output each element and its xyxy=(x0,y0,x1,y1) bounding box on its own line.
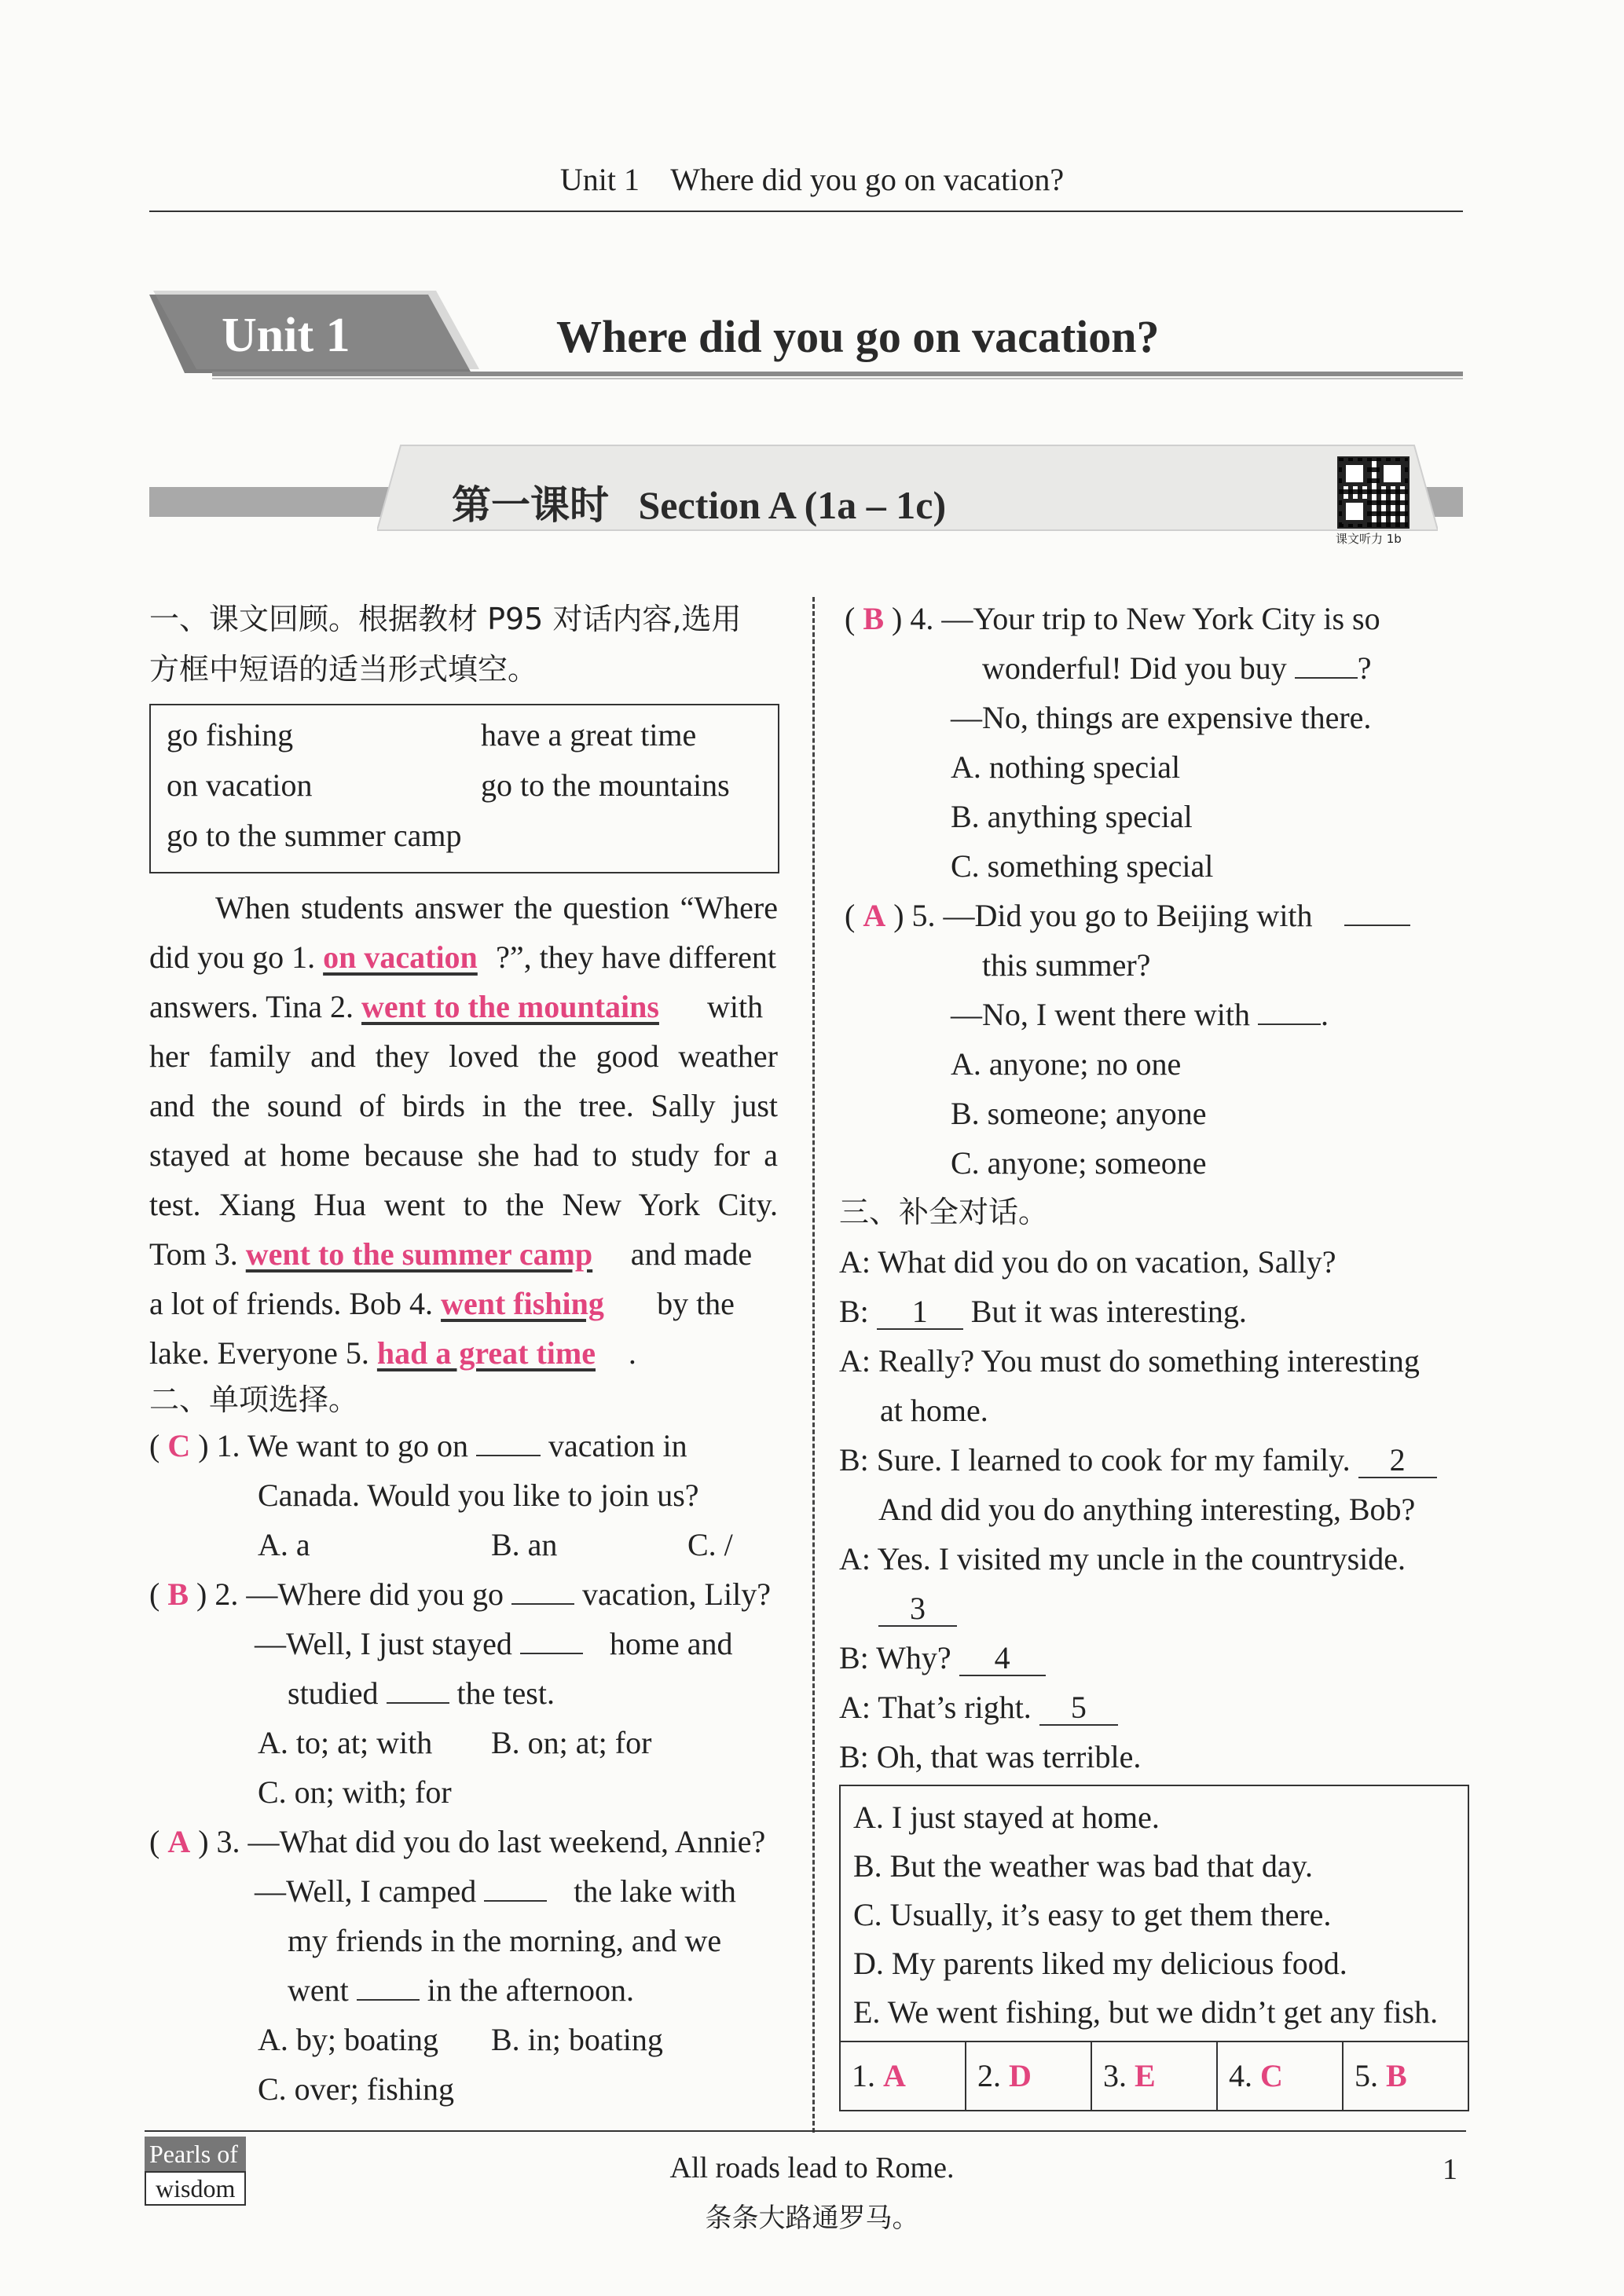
answer-1: on vacation xyxy=(323,939,478,975)
q2-answer: B xyxy=(167,1576,189,1612)
answer-5: had a great time xyxy=(376,1335,596,1371)
blank xyxy=(520,1629,583,1654)
q1-option-a: A. a xyxy=(258,1527,310,1562)
unit-label: Unit 1 xyxy=(222,309,350,362)
answer-cell: 4. C xyxy=(1218,2042,1344,2111)
dialogue-line: A: Yes. I visited my uncle in the countryside. xyxy=(839,1541,1406,1576)
phrase-item: go to the mountains xyxy=(481,767,730,803)
choice-item: B. But the weather was bad that day. xyxy=(853,1848,1314,1884)
answer-cell: 5. B xyxy=(1355,2058,1407,2093)
q5-option-a: A. anyone; no one xyxy=(951,1046,1182,1082)
question-3-line: —Well, I camped the lake with xyxy=(255,1873,736,1909)
question-4: ( B ) 4. —Your trip to New York City is so xyxy=(845,601,1380,636)
q2-option-c: C. on; with; for xyxy=(258,1774,452,1810)
page-number: 1 xyxy=(1443,2153,1457,2186)
part1-heading xyxy=(149,594,782,694)
phrase-item: go to the summer camp xyxy=(167,818,462,853)
choice-item: D. My parents liked my delicious food. xyxy=(853,1946,1347,1981)
question-1-line: Canada. Would you like to join us? xyxy=(258,1478,699,1513)
dialogue-blank-1: 1 xyxy=(877,1295,963,1330)
blank xyxy=(476,1431,541,1456)
blank xyxy=(387,1679,449,1704)
q1-option-c: C. / xyxy=(687,1527,733,1562)
answer-cell: 2. D xyxy=(966,2042,1092,2111)
unit-title: Where did you go on vacation? xyxy=(556,311,1160,362)
question-2-line: studied the test. xyxy=(288,1675,555,1711)
choice-item: A. I just stayed at home. xyxy=(853,1800,1160,1835)
q5-option-b: B. someone; anyone xyxy=(951,1096,1207,1131)
question-2-line: —Well, I just stayed home and xyxy=(255,1626,733,1661)
q4-option-b: B. anything special xyxy=(951,799,1193,834)
choice-item: C. Usually, it’s easy to get them there. xyxy=(853,1897,1332,1932)
choice-item: E. We went fishing, but we didn’t get any fish. xyxy=(853,1994,1439,2030)
answer-cell: 3. E xyxy=(1092,2042,1218,2111)
q1-answer: C xyxy=(167,1428,191,1463)
phrase-box xyxy=(149,704,779,873)
proverb-english: All roads lead to Rome. xyxy=(669,2151,955,2184)
question-4-line: wonderful! Did you buy ? xyxy=(982,650,1372,686)
lesson-banner xyxy=(149,444,1463,546)
badge-line-1: Pearls of xyxy=(145,2137,246,2171)
dialogue-line: A: Really? You must do something interesting xyxy=(839,1343,1420,1379)
question-5-line: this summer? xyxy=(982,947,1151,983)
blank xyxy=(1258,1000,1321,1025)
question-2: ( B ) 2. —Where did you go vacation, Lily? xyxy=(149,1576,771,1612)
running-header: Unit 1 Where did you go on vacation? xyxy=(559,162,1065,197)
dialogue-line: at home. xyxy=(880,1393,988,1428)
answer-row xyxy=(841,2041,1468,2111)
header-rule xyxy=(149,211,1463,212)
passage-line: lake. Everyone 5. had a great time . xyxy=(149,1328,778,1378)
blank xyxy=(484,1877,547,1902)
dialogue-line: A: What did you do on vacation, Sally? xyxy=(839,1244,1336,1280)
passage-line: stayed at home because she had to study for a xyxy=(149,1137,778,1173)
answer-cell: 1. A xyxy=(841,2042,966,2111)
passage-line: Tom 3. went to the summer camp and made xyxy=(149,1229,778,1279)
q5-option-c: C. anyone; someone xyxy=(951,1145,1207,1181)
dialogue-blank-2: 2 xyxy=(1358,1444,1437,1478)
unit-banner xyxy=(149,291,1463,389)
q4-answer: B xyxy=(863,601,885,636)
passage xyxy=(149,883,778,1378)
dialogue-blank-5: 5 xyxy=(1039,1691,1118,1726)
footer-rule xyxy=(145,2130,1466,2132)
phrase-item: have a great time xyxy=(481,717,697,753)
question-1: ( C ) 1. We want to go on vacation in xyxy=(149,1428,687,1463)
dialogue-line: B: 1 But it was interesting. xyxy=(839,1294,1247,1329)
part1-heading-line1: 一、课文回顾。根据教材 P95 对话内容,选用 xyxy=(149,602,742,636)
passage-line: her family and they loved the good weather xyxy=(149,1038,778,1074)
blank xyxy=(1344,901,1410,926)
question-5-line: —No, I went there with . xyxy=(951,997,1329,1032)
dialogue-line: B: Sure. I learned to cook for my family. 2 xyxy=(839,1435,1437,1485)
passage-line: test. Xiang Hua went to the New York City. xyxy=(149,1187,778,1222)
part2-heading: 二、单项选择。 xyxy=(149,1382,359,1417)
dialogue-blank-4: 4 xyxy=(959,1642,1046,1676)
qr-code-icon[interactable] xyxy=(1337,456,1410,529)
answer-3: went to the summer camp xyxy=(245,1236,593,1272)
proverb-chinese: 条条大路通罗马。 xyxy=(705,2203,919,2234)
q3-option-b: B. in; boating xyxy=(491,2022,663,2057)
dialogue-blank-3: 3 xyxy=(878,1592,957,1627)
part1-heading-line2: 方框中短语的适当形式填空。 xyxy=(149,652,538,687)
blank xyxy=(1295,654,1358,679)
passage-line: answers. Tina 2. went to the mountains with xyxy=(149,982,778,1031)
q5-answer: A xyxy=(863,898,886,933)
badge-line-2: wisdom xyxy=(145,2171,246,2206)
question-4-line: —No, things are expensive there. xyxy=(951,700,1372,735)
dialogue-line: A: That’s right. 5 xyxy=(839,1683,1118,1732)
dialogue-line: B: Oh, that was terrible. xyxy=(839,1739,1142,1774)
qr-caption: 课文听力 1b xyxy=(1336,532,1402,546)
passage-line: When students answer the question “Where xyxy=(215,890,778,925)
dialogue-line: B: Why? 4 xyxy=(839,1633,1046,1683)
q3-option-a: A. by; boating xyxy=(258,2022,438,2057)
column-divider xyxy=(812,597,815,2133)
passage-line: and the sound of birds in the tree. Sally just xyxy=(149,1088,778,1123)
phrase-item: on vacation xyxy=(167,767,313,803)
lesson-title: 第一课时 Section A (1a – 1c) xyxy=(452,483,947,527)
question-3-line: my friends in the morning, and we xyxy=(288,1923,722,1958)
dialogue-line: And did you do anything interesting, Bob? xyxy=(878,1492,1416,1527)
q1-option-b: B. an xyxy=(491,1527,558,1562)
question-5: ( A ) 5. —Did you go to Beijing with xyxy=(845,891,1410,940)
phrase-item: go fishing xyxy=(167,717,294,753)
question-3: ( A ) 3. —What did you do last weekend, Annie? xyxy=(149,1824,766,1859)
blank xyxy=(511,1580,574,1605)
answer-4: went fishing xyxy=(441,1286,604,1321)
q4-option-a: A. nothing special xyxy=(951,749,1181,785)
passage-line: did you go 1. on vacation ?”, they have different xyxy=(149,932,778,982)
q3-answer: A xyxy=(167,1824,191,1859)
q2-option-b: B. on; at; for xyxy=(491,1725,652,1760)
q2-option-a: A. to; at; with xyxy=(258,1725,433,1760)
q3-option-c: C. over; fishing xyxy=(258,2071,454,2107)
dialogue-line xyxy=(878,1584,957,1633)
question-3-line: went in the afternoon. xyxy=(288,1972,635,2008)
passage-line: a lot of friends. Bob 4. went fishing by the xyxy=(149,1279,778,1328)
answer-2: went to the mountains xyxy=(361,989,659,1024)
choice-box xyxy=(839,1785,1469,2111)
blank xyxy=(357,1976,420,2001)
part3-heading: 三、补全对话。 xyxy=(839,1195,1049,1229)
q4-option-c: C. something special xyxy=(951,848,1214,884)
